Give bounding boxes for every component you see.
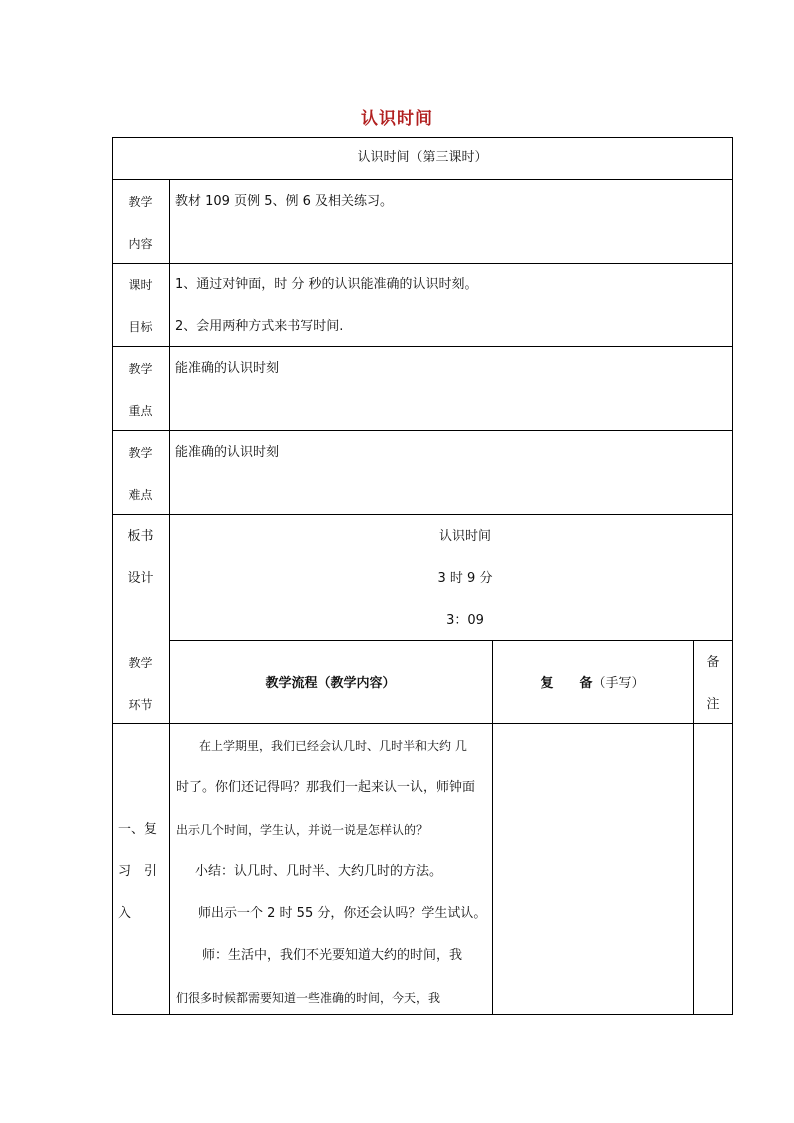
table-row-divider: [112, 263, 733, 264]
board-label: 板书: [127, 529, 154, 544]
page-title: 认识时间: [361, 109, 433, 129]
table-row-divider: [112, 514, 733, 515]
process-line: 在上学期里，我们已经会认几时、几时半和大约 几: [199, 739, 467, 753]
goals-label: 目标: [128, 320, 153, 334]
content-label: 内容: [128, 237, 153, 251]
difficulty-text: 能准确的认识时刻: [175, 445, 280, 460]
key-text: 能准确的认识时刻: [175, 361, 280, 376]
board-label: 设计: [127, 571, 154, 586]
table-col-divider: [492, 640, 493, 1015]
review-header: [492, 676, 693, 692]
table-row-divider: [112, 430, 733, 431]
stage-header: 环节: [128, 698, 153, 712]
stage-header: 教学: [128, 656, 153, 670]
notes-header: 备: [706, 655, 720, 670]
process-line: 师：生活中，我们不光要知道大约的时间，我: [202, 948, 463, 963]
table-row-divider: [169, 640, 733, 641]
key-label: 教学: [128, 362, 153, 376]
process-line: 出示几个时间，学生认，并说一说是怎样认的？: [176, 823, 429, 837]
difficulty-label: 教学: [128, 446, 153, 460]
process-header: 教学流程（教学内容）: [265, 676, 396, 691]
review-header-main: 复 备: [540, 676, 593, 691]
notes-header: 注: [706, 697, 720, 712]
content-text: 教材 109 页例 5、例 6 及相关练习。: [175, 194, 394, 209]
stage-name: 习 引: [118, 864, 158, 879]
difficulty-label: 难点: [128, 488, 153, 502]
table-col-divider: [169, 179, 170, 1015]
goals-label: 课时: [128, 278, 153, 292]
process-line: 们很多时候都需要知道一些准确的时间，今天，我: [176, 991, 441, 1005]
board-line: 3：09: [446, 613, 484, 628]
lesson-subtitle: 认识时间（第三课时）: [357, 150, 488, 165]
stage-name: 一、复: [118, 822, 158, 837]
process-line: 师出示一个 2 时 55 分，你还会认吗？学生试认。: [198, 906, 487, 921]
content-label: 教学: [128, 195, 153, 209]
board-line: 3 时 9 分: [437, 571, 493, 586]
process-line: 时了。你们还记得吗？那我们一起来认一认，师钟面: [176, 780, 476, 795]
goals-line: 1、通过对钟面，时 分 秒的认识能准确的认识时刻。: [175, 277, 478, 292]
process-line: 小结：认几时、几时半、大约几时的方法。: [195, 864, 443, 879]
table-row-divider: [112, 179, 733, 180]
table-row-divider: [112, 723, 733, 724]
review-header-note: （手写）: [592, 676, 645, 691]
goals-line: 2、会用两种方式来书写时间.: [175, 319, 344, 334]
table-row-divider: [112, 346, 733, 347]
key-label: 重点: [128, 404, 153, 418]
stage-name: 入: [118, 906, 132, 921]
board-line: 认识时间: [438, 529, 491, 544]
